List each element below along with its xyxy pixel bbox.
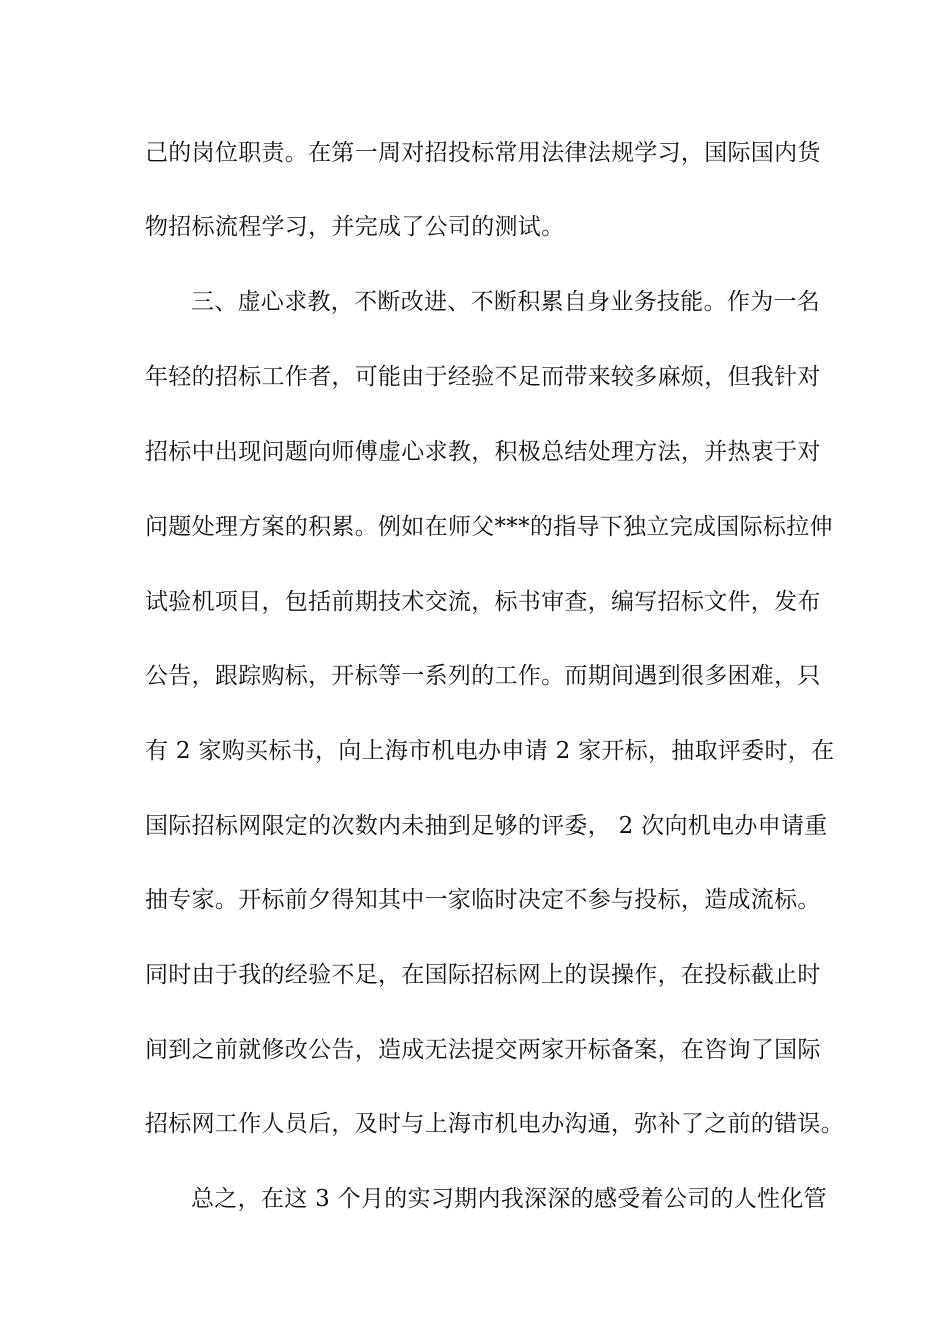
- paragraph-start-line: 总之，在这 3 个月的实习期内我深深的感受着公司的人性化管: [191, 1186, 827, 1212]
- text-line: 抽专家。开标前夕得知其中一家临时决定不参与投标，造成流标。: [145, 887, 821, 913]
- text-line: 年轻的招标工作者，可能由于经验不足而带来较多麻烦，但我针对: [145, 364, 821, 390]
- text-line: 同时由于我的经验不足，在国际招标网上的误操作，在投标截止时: [145, 962, 821, 988]
- text-line: 问题处理方案的积累。例如在师父***的指导下独立完成国际标拉伸: [145, 514, 833, 540]
- text-line: 试验机项目，包括前期技术交流，标书审查，编写招标文件，发布: [145, 589, 821, 615]
- text-line: 己的岗位职责。在第一周对招投标常用法律法规学习，国际国内货: [145, 140, 821, 166]
- text-line: 招标中出现问题向师傅虚心求教，积极总结处理方法，并热衷于对: [145, 439, 821, 465]
- text-line: 物招标流程学习，并完成了公司的测试。: [145, 214, 565, 240]
- text-line: 公告，跟踪购标，开标等一系列的工作。而期间遇到很多困难，只: [145, 663, 821, 689]
- text-line: 招标网工作人员后，及时与上海市机电办沟通，弥补了之前的错误。: [145, 1111, 844, 1137]
- text-line: 国际招标网限定的次数内未抽到足够的评委， 2 次向机电办申请重: [145, 813, 828, 839]
- paragraph-start-line: 三、虚心求教，不断改进、不断积累自身业务技能。作为一名: [191, 289, 821, 315]
- text-line: 有 2 家购买标书，向上海市机电办申请 2 家开标，抽取评委时，在: [145, 738, 835, 764]
- text-line: 间到之前就修改公告，造成无法提交两家开标备案，在咨询了国际: [145, 1037, 821, 1063]
